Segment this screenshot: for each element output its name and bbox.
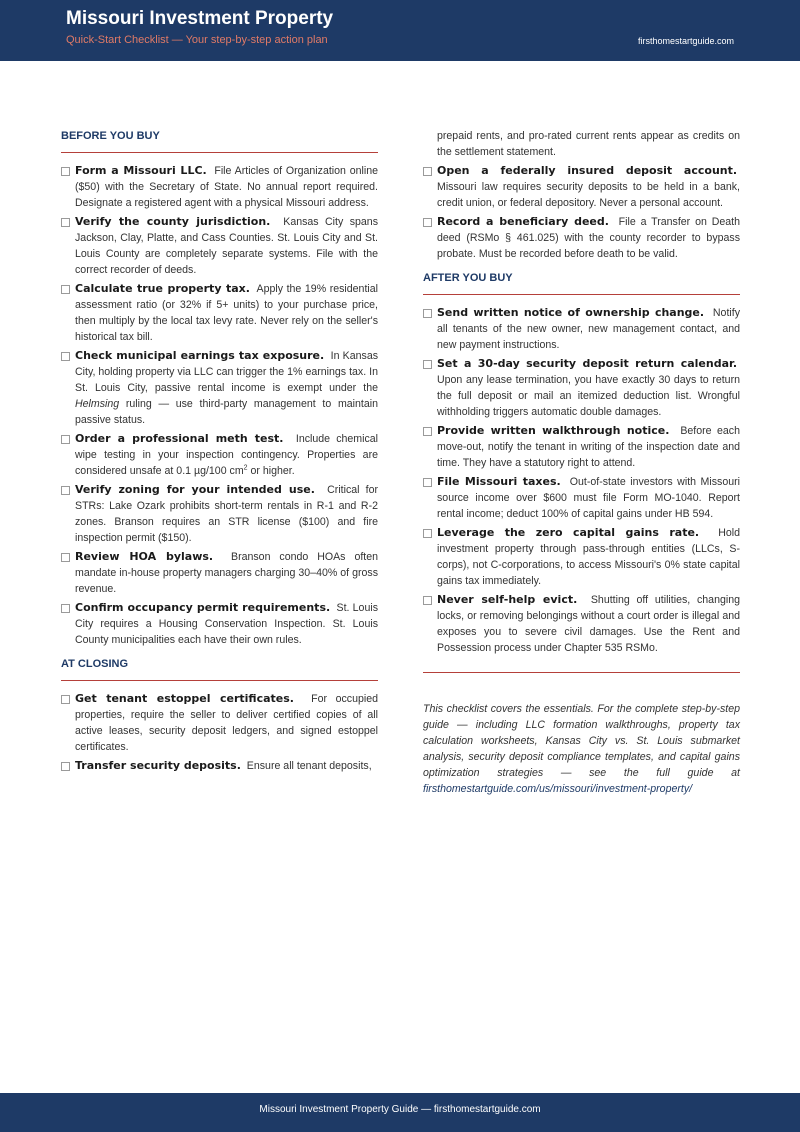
checkbox[interactable] [61, 553, 70, 562]
checkbox[interactable] [61, 435, 70, 444]
item-body-text: In Kansas City, holding property via LLC can trigger the 1% earnings tax. In St. Louis City, passive rental income is exempt under the [75, 350, 379, 394]
checklist-item [423, 423, 740, 471]
checkbox[interactable] [61, 486, 70, 495]
item-heading: Set a 30-day security deposit return calendar. [437, 357, 738, 370]
item-body: Hold investment property through pass-through entities (LLCs, S-corps), not C-corporations, to access Missouri's 0% state capital gains tax immediately. [437, 527, 740, 587]
checklist-item [61, 431, 378, 479]
checklist-item [423, 214, 740, 262]
checkbox[interactable] [423, 360, 432, 369]
superscript: 2 [243, 464, 248, 472]
checklist-item [423, 592, 740, 656]
checkbox[interactable] [423, 167, 432, 176]
checklist-item [423, 305, 740, 353]
section-divider [61, 680, 378, 681]
item-body: Before each move-out, notify the tenant in writing of the inspection date and time. They have a statutory right to attend. [437, 425, 740, 469]
footer-text: Missouri Investment Property Guide — firsthomestartguide.com [259, 1104, 541, 1115]
item-body: Upon any lease termination, you have exactly 30 days to return the full deposit or mail an itemized deduction list. Wrongful withholding triggers automatic double damages. [437, 374, 740, 418]
item-heading: Calculate true property tax. [75, 282, 250, 295]
after-checklist [423, 305, 740, 656]
item-body: Notify all tenants of the new owner, new management contact, and new payment instructions. [437, 307, 740, 351]
note-divider [423, 672, 740, 673]
item-body: Shutting off utilities, changing locks, or removing belongings without a court order is illegal and exposes you to severe civil damages. Use the Rent and Possession process under Chapter 535 RSMo. [437, 594, 740, 654]
item-heading: Form a Missouri LLC. [75, 164, 207, 177]
checklist-item [61, 600, 378, 648]
item-heading: Record a beneficiary deed. [437, 215, 609, 228]
checkbox[interactable] [423, 596, 432, 605]
checklist-item [61, 348, 378, 428]
checkbox[interactable] [61, 218, 70, 227]
closing-checklist-continued [423, 163, 740, 262]
checklist-item [423, 163, 740, 211]
checklist-item [61, 549, 378, 597]
checklist-item [61, 214, 378, 278]
item-body: Ensure all tenant deposits, [246, 760, 372, 772]
checklist-item [423, 356, 740, 420]
item-body-text: Include chemical wipe testing in your inspection contingency. Properties are considered unsafe at 0.1 µg/100 cm [75, 433, 379, 477]
checklist-item [423, 525, 740, 589]
checklist-item [61, 758, 378, 774]
item-body: File Articles of Organization online ($50) with the Secretary of State. No annual report required. Designate a registered agent with a physical Missouri address. [75, 165, 379, 209]
item-body: For occupied properties, require the seller to deliver certified copies of all active leases, security deposit ledgers, and signed estoppel certificates. [75, 693, 378, 753]
checklist-item [61, 482, 378, 546]
checkbox[interactable] [61, 352, 70, 361]
item-heading: Transfer security deposits. [75, 759, 241, 772]
item-heading: Leverage the zero capital gains rate. [437, 526, 700, 539]
item-heading: Open a federally insured deposit account. [437, 164, 738, 177]
item-heading: Check municipal earnings tax exposure. [75, 349, 325, 362]
page-title: Missouri Investment Property [66, 8, 334, 29]
section-divider [61, 152, 378, 153]
item-body: Kansas City spans Jackson, Clay, Platte, and Cass Counties. St. Louis City and St. Louis County are completely separate systems. File with the correct recorder of deeds. [75, 216, 378, 276]
note-text: This checklist covers the essentials. For the complete step-by-step guide — including LLC formation walkthroughs, property tax calculation worksheets, Kansas City vs. St. Louis submarket analysis, security deposit compliance templates, and capital gains optimization strategies — see the full guide at [423, 703, 740, 779]
item-body: Critical for STRs: Lake Ozark prohibits short-term rentals in R-1 and R-2 zones. Branson requires an STR license ($100) and fire inspection permit ($150). [75, 484, 378, 544]
before-checklist [61, 163, 378, 648]
item-heading: Order a professional meth test. [75, 432, 284, 445]
checkbox[interactable] [61, 285, 70, 294]
right-column [423, 128, 740, 797]
page-footer [0, 1093, 800, 1132]
page-header [0, 0, 800, 61]
section-title-closing: AT CLOSING [61, 658, 129, 670]
checkbox[interactable] [423, 529, 432, 538]
item-body: St. Louis City requires a Housing Conservation Inspection. St. Louis County municipalities each have their own rules. [75, 602, 378, 646]
checkbox[interactable] [423, 218, 432, 227]
section-title-after: AFTER YOU BUY [423, 272, 513, 284]
checkbox[interactable] [61, 167, 70, 176]
checkbox[interactable] [423, 427, 432, 436]
checklist-item [61, 163, 378, 211]
checkbox[interactable] [61, 695, 70, 704]
checkbox[interactable] [423, 309, 432, 318]
case-name: Helmsing [75, 398, 120, 410]
left-column [61, 128, 378, 777]
item-heading: File Missouri taxes. [437, 475, 561, 488]
item-body: Out-of-state investors with Missouri source income over $600 must file Form MO-1040. Report rental income; deduct 100% of capital gains under HB 594. [437, 476, 740, 520]
section-divider [423, 294, 740, 295]
checklist-item [61, 281, 378, 345]
item-body: File a Transfer on Death deed (RSMo § 461.025) with the county recorder to bypass probate. Must be recorded before death to be valid. [437, 216, 740, 260]
item-heading: Provide written walkthrough notice. [437, 424, 670, 437]
item-body: Missouri law requires security deposits to be held in a bank, credit union, or federal depository. Never a personal account. [437, 181, 740, 209]
header-site-link[interactable]: firsthomestartguide.com [637, 36, 734, 46]
item-body: Branson condo HOAs often mandate in-house property managers charging 30–40% of gross revenue. [75, 551, 378, 595]
checkbox[interactable] [61, 762, 70, 771]
item-body-text: or higher. [247, 465, 295, 477]
item-body: Apply the 19% residential assessment ratio (or 32% if 5+ units) to your purchase price, then multiply by the local tax levy rate. Never rely on the seller's historical tax bill. [75, 283, 378, 343]
guide-note [423, 701, 740, 797]
section-title-before: BEFORE YOU BUY [61, 130, 160, 142]
item-body-text: ruling — use third-party management to maintain passive status. [75, 398, 378, 426]
item-heading: Send written notice of ownership change. [437, 306, 705, 319]
item-heading: Never self-help evict. [437, 593, 578, 606]
item-heading: Verify zoning for your intended use. [75, 483, 315, 496]
item-continuation: prepaid rents, and pro-rated current rents appear as credits on the settlement statement. [437, 130, 740, 158]
checkbox[interactable] [423, 478, 432, 487]
item-heading: Verify the county jurisdiction. [75, 215, 271, 228]
page-subtitle: Quick-Start Checklist — Your step-by-step action plan [66, 34, 328, 46]
guide-link[interactable]: firsthomestartguide.com/us/missouri/investment-property/ [423, 783, 693, 795]
checklist-item [61, 691, 378, 755]
checklist-item [423, 474, 740, 522]
item-heading: Get tenant estoppel certificates. [75, 692, 294, 705]
closing-checklist [61, 691, 378, 774]
item-heading: Review HOA bylaws. [75, 550, 214, 563]
item-heading: Confirm occupancy permit requirements. [75, 601, 331, 614]
checkbox[interactable] [61, 604, 70, 613]
